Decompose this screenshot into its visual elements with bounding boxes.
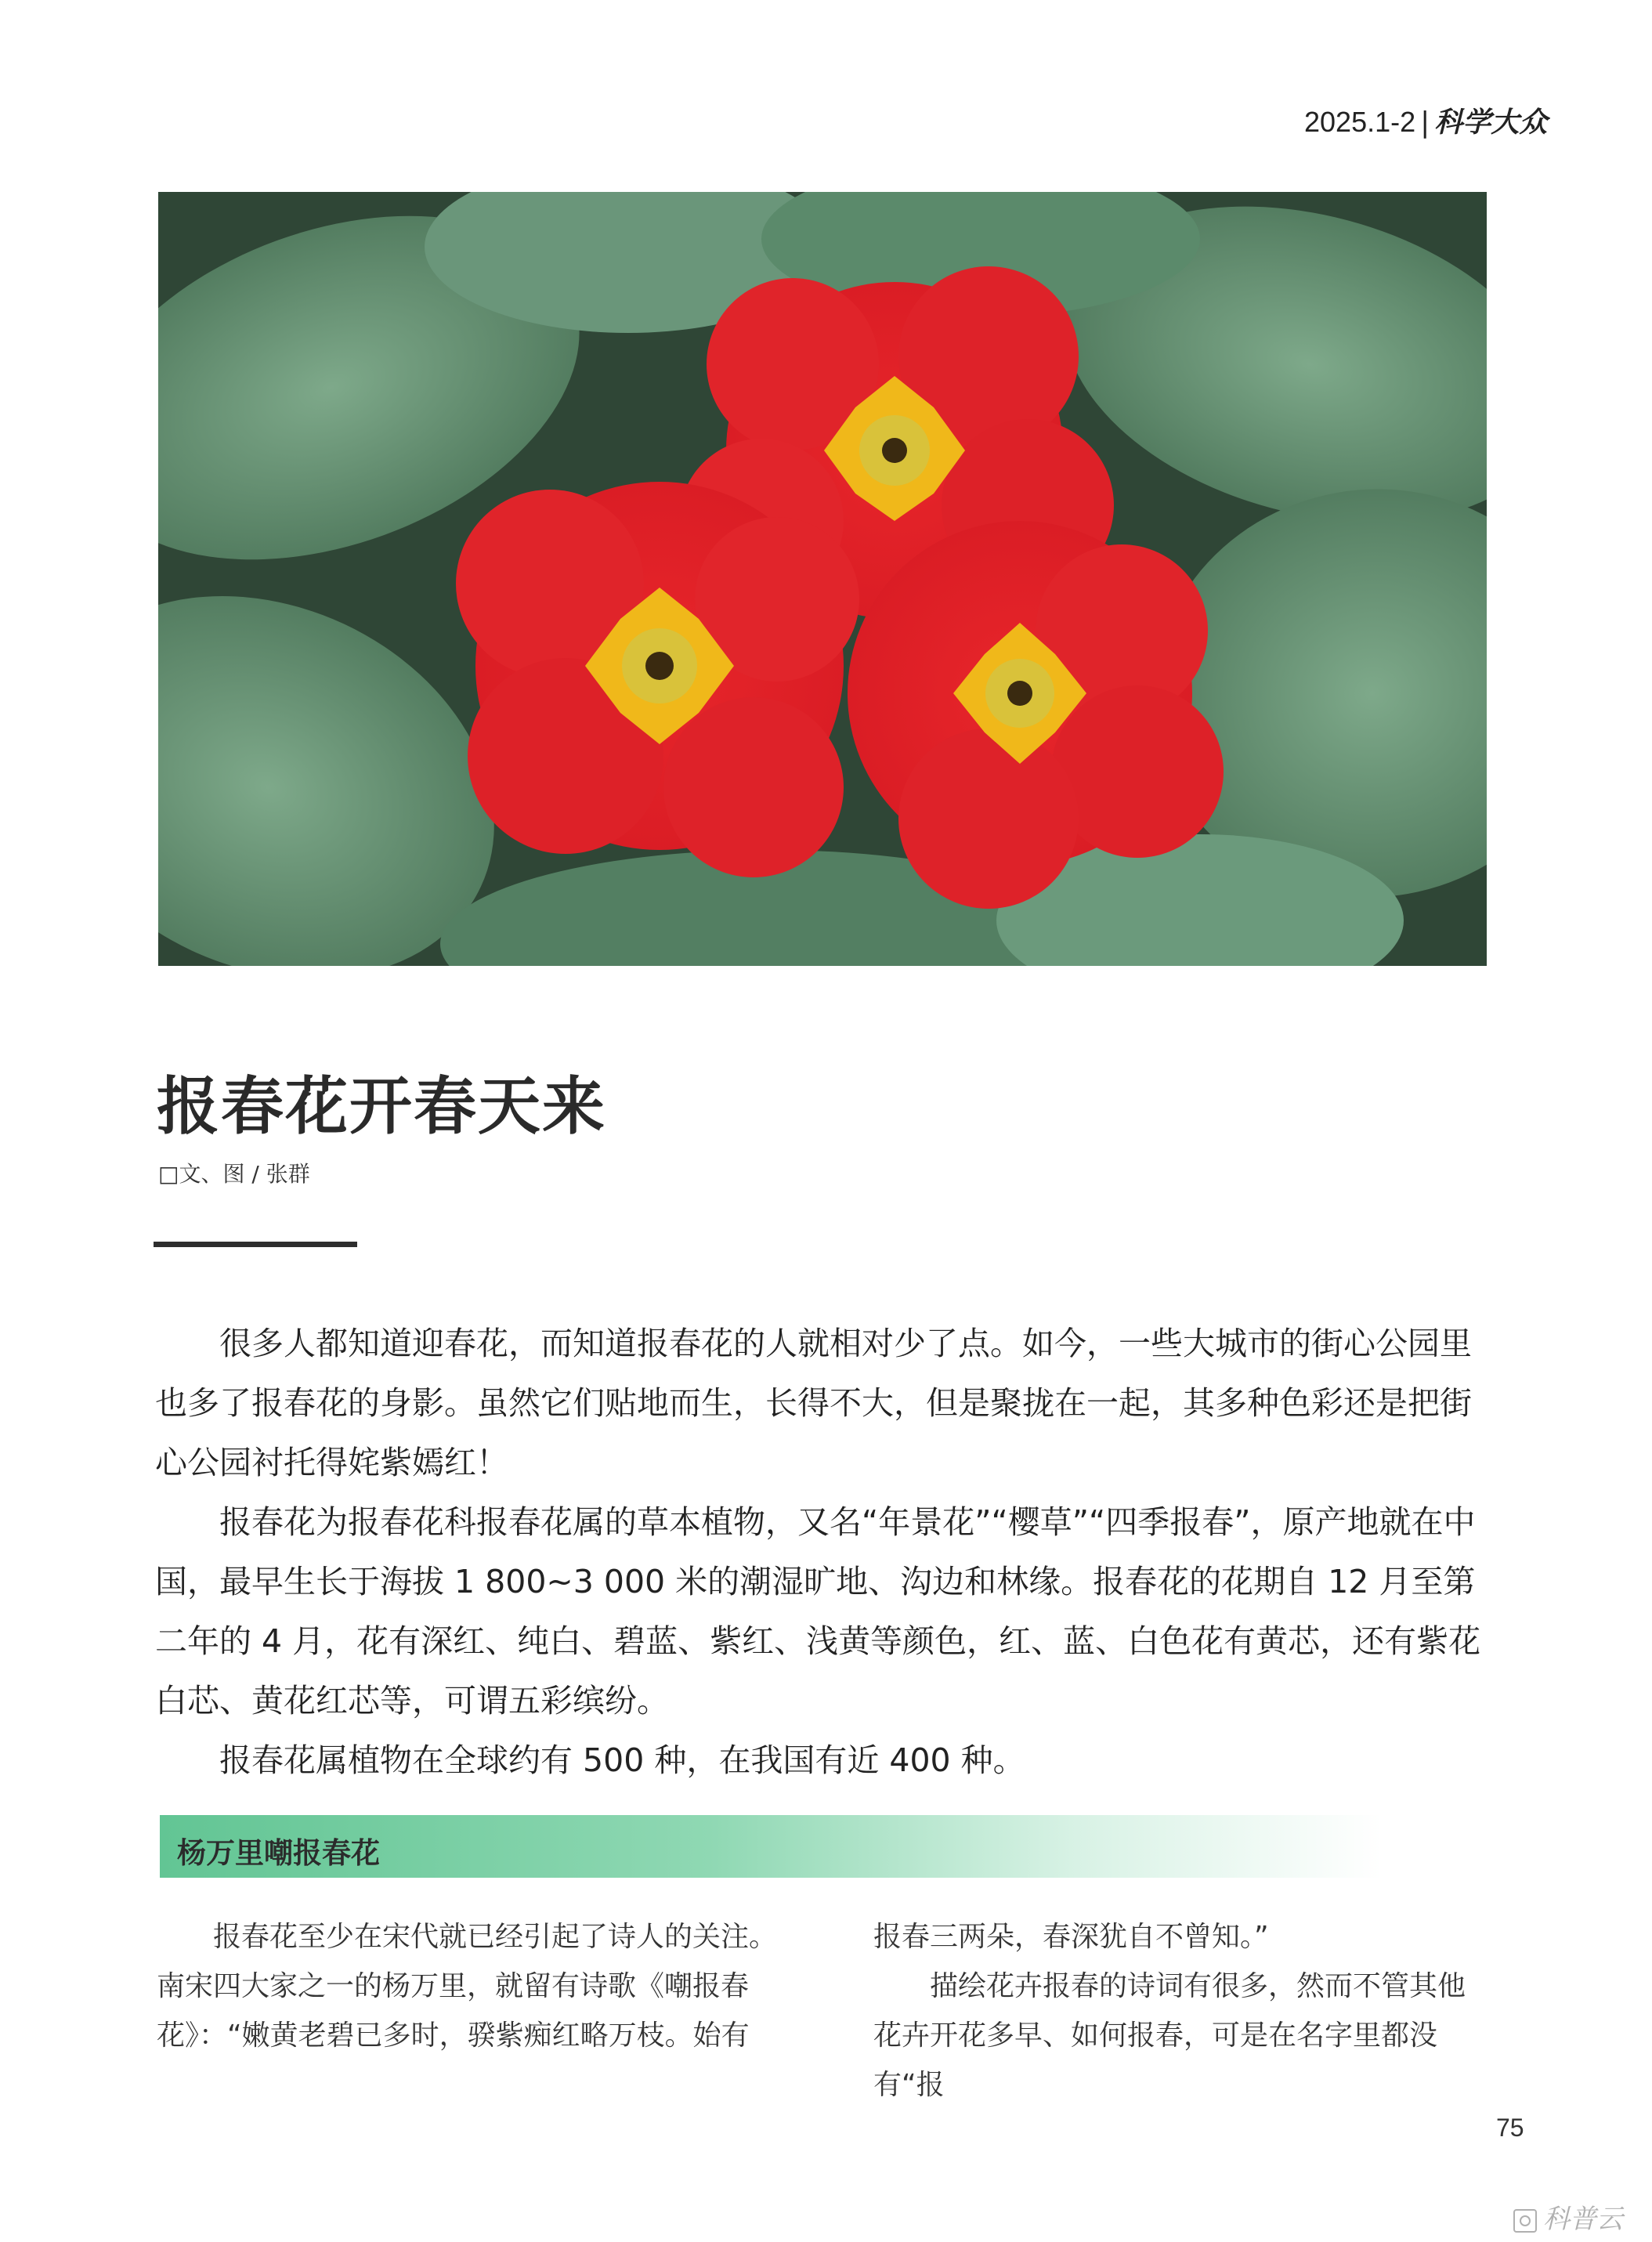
right-column [873,1912,1492,2110]
paragraph: 报春花属植物在全球约有 500 种，在我国有近 400 种。 [219,1741,1025,1779]
article-byline: □文、图 / 张群 [158,1161,310,1187]
primrose-photo-illustration [158,192,1487,966]
issue-header [1304,100,1547,140]
magazine-name: 科学大众 [1434,106,1548,139]
watermark [1513,2197,1623,2236]
header-separator: | [1420,107,1430,139]
paragraph: 描绘花卉报春的诗词有很多，然而不管其他花卉开花多早、如何报春，可是在名字里都没有“报 [873,1970,1466,2101]
watermark-logo-icon [1513,2209,1537,2233]
page-number: 75 [1496,2114,1524,2142]
article-title: 报春花开春天来 [157,1070,606,1143]
title-divider [154,1242,357,1247]
primrose-photo [158,192,1487,966]
section-title: 杨万里嘲报春花 [177,1836,380,1870]
section-heading-bar [160,1815,1382,1878]
paragraph: 报春花至少在宋代就已经引起了诗人的关注。南宋四大家之一的杨万里，就留有诗歌《嘲报春花》：“嫩黄老碧已多时，骙紫痴红略万枝。始有 [157,1921,778,2052]
paragraph: 很多人都知道迎春花，而知道报春花的人就相对少了点。如今，一些大城市的街心公园里也多了报春花的身影。虽然它们贴地而生，长得不大，但是聚拢在一起，其多种色彩还是把街心公园衬托得姹紫嫣红！ [155,1325,1472,1481]
paragraph-continuation: 报春三两朵，春深犹自不曾知。” [873,1921,1269,1953]
intro-text [155,1314,1487,1790]
watermark-text: 科普云 [1543,2204,1623,2235]
issue-date: 2025.1-2 [1304,106,1416,138]
left-column [157,1912,783,2060]
paragraph: 报春花为报春花科报春花属的草本植物，又名“年景花”“樱草”“四季报春”，原产地就在中国，最早生长于海拔 1 800~3 000 米的潮湿旷地、沟边和林缘。报春花的花期自 12 月至第二年的 4 月，花有深红、纯白、碧蓝、紫红、浅黄等颜色，红、蓝、白色花有黄芯，还有紫花白芯、黄花红芯等，可谓五彩缤纷。 [155,1503,1481,1719]
